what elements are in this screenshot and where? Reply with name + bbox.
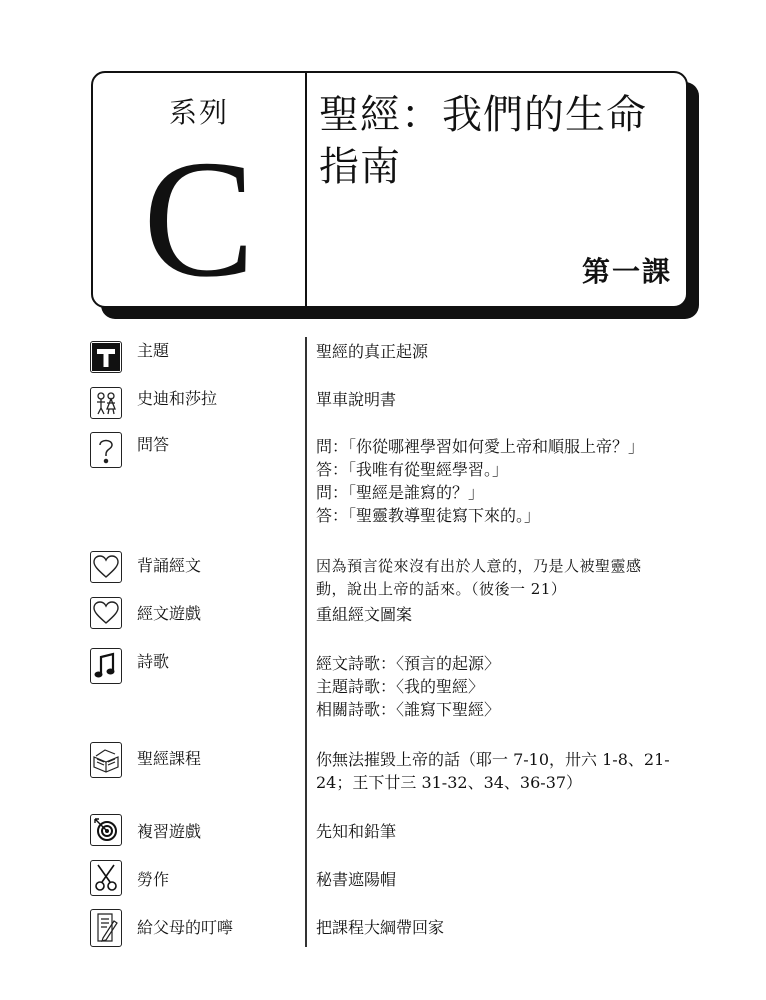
row-label-parents-note: 給父母的叮嚀 <box>137 918 234 937</box>
content-line: 問：「聖經是誰寫的？」 <box>316 483 485 502</box>
row-content-craft <box>316 868 696 891</box>
content-line: 動，說出上帝的話來。（彼後一 21） <box>316 580 567 598</box>
row-label-story: 史迪和莎拉 <box>137 389 218 408</box>
card-divider <box>305 73 307 306</box>
row-content-bible-lesson <box>316 748 696 794</box>
content-line: 主題詩歌：〈我的聖經〉 <box>316 677 485 696</box>
content-line: 你無法摧毀上帝的話（耶一 7-10，卅六 1-8、21- <box>316 750 670 769</box>
content-line: 答：「我唯有從聖經學習。」 <box>316 460 509 479</box>
content-line: 重組經文圖案 <box>316 605 413 624</box>
content-line: 秘書遮陽帽 <box>316 870 397 889</box>
content-line: 經文詩歌：〈預言的起源〉 <box>316 654 501 673</box>
row-content-memory <box>316 555 696 601</box>
t-letter-icon <box>90 341 122 373</box>
content-line: 因為預言從來沒有出於人意的，乃是人被聖靈感 <box>316 557 642 575</box>
content-line: 聖經的真正起源 <box>316 342 429 361</box>
row-content-story <box>316 388 696 411</box>
heart-icon <box>90 551 122 583</box>
content-line: 問：「你從哪裡學習如何愛上帝和順服上帝？」 <box>316 437 645 456</box>
row-content-qa <box>316 435 696 527</box>
content-line: 24；王下廿三 31-32、34、36-37） <box>316 773 583 792</box>
series-letter: C <box>142 126 256 312</box>
content-line: 單車說明書 <box>316 390 397 409</box>
series-header-card <box>91 71 688 312</box>
row-content-verse-game <box>316 603 696 626</box>
paper-pencil-icon <box>90 909 122 947</box>
content-line: 把課程大綱帶回家 <box>316 918 445 937</box>
row-label-songs: 詩歌 <box>137 652 170 671</box>
row-content-parents-note <box>316 916 696 939</box>
heart-icon <box>90 597 122 629</box>
content-line: 答：「聖靈教導聖徒寫下來的。」 <box>316 506 541 525</box>
row-label-verse-game: 經文遊戲 <box>137 604 202 623</box>
series-title: 聖經：我們的生命指南 <box>319 92 647 190</box>
series-label: 系列 <box>168 96 229 129</box>
content-line: 先知和鉛筆 <box>316 822 397 841</box>
row-content-theme <box>316 340 696 363</box>
lesson-number: 第一課 <box>581 255 672 288</box>
row-label-craft: 勞作 <box>137 870 170 889</box>
music-note-icon <box>90 648 122 684</box>
row-label-review-game: 複習遊戲 <box>137 822 202 841</box>
target-icon <box>90 814 122 846</box>
children-icon <box>90 387 122 419</box>
column-divider <box>305 337 307 947</box>
open-book-icon <box>90 742 122 778</box>
row-label-bible-lesson: 聖經課程 <box>137 749 202 768</box>
row-label-memory: 背誦經文 <box>137 556 202 575</box>
row-label-theme: 主題 <box>137 341 170 360</box>
content-line: 相關詩歌：〈誰寫下聖經〉 <box>316 700 501 719</box>
row-content-review-game <box>316 820 696 843</box>
question-icon <box>90 432 122 468</box>
scissors-icon <box>90 860 122 896</box>
row-label-qa: 問答 <box>137 435 170 454</box>
row-content-songs <box>316 652 696 721</box>
